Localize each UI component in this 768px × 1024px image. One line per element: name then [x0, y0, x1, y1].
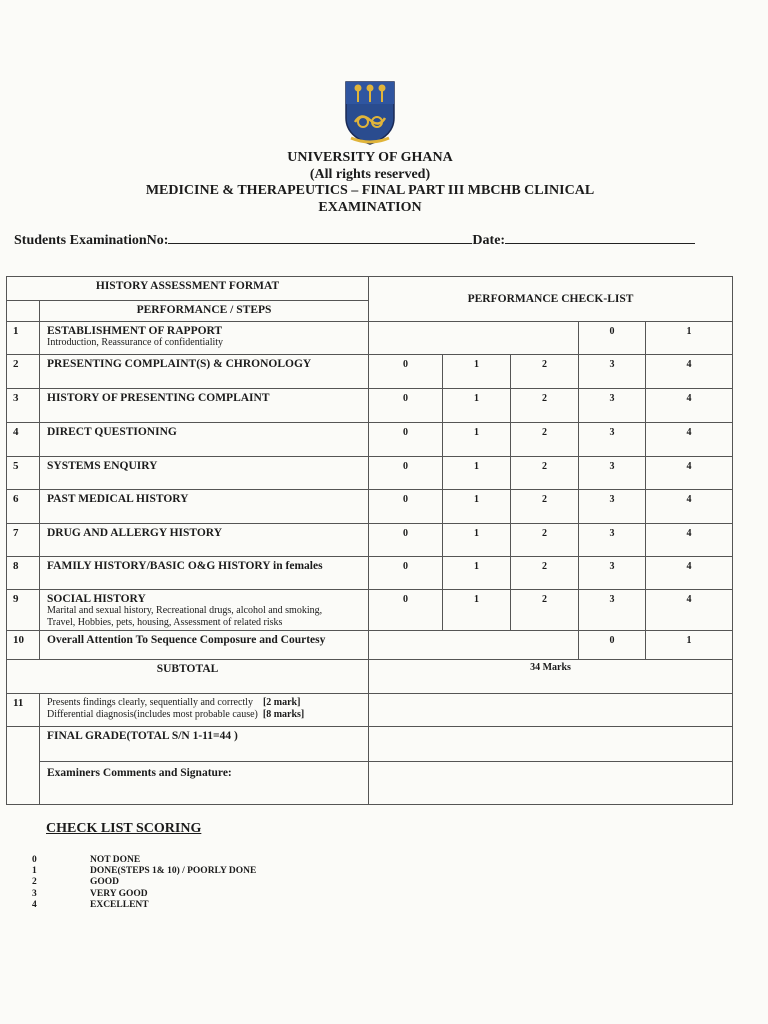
student-info-line — [14, 231, 695, 249]
subtotal-marks: 34 Marks — [369, 660, 733, 694]
format-title: HISTORY ASSESSMENT FORMAT — [7, 277, 369, 301]
table-row — [7, 423, 733, 457]
findings-criterion: Presents findings clearly, sequentially and correctly — [47, 697, 253, 708]
score-cell[interactable]: 3 — [579, 490, 646, 524]
university-crest-logo — [343, 80, 397, 146]
score-cell[interactable]: 2 — [511, 590, 579, 631]
row-number: 4 — [7, 423, 40, 457]
score-cell[interactable]: 4 — [646, 457, 733, 490]
step-description: Introduction, Reassurance of confidentiality — [47, 337, 224, 348]
subtotal-label: SUBTOTAL — [7, 660, 369, 694]
list-item: 3 VERY GOOD — [32, 888, 148, 899]
university-name: UNIVERSITY OF GHANA — [287, 150, 453, 165]
table-row — [7, 631, 733, 660]
row11-score-area[interactable] — [369, 694, 733, 727]
step-title: SOCIAL HISTORY — [47, 593, 146, 605]
step-description-continued: Travel, Hobbies, pets, housing, Assessment of related risks — [47, 617, 283, 628]
score-cell[interactable]: 0 — [369, 457, 443, 490]
score-cell[interactable]: 4 — [646, 490, 733, 524]
score-cell[interactable]: 4 — [646, 557, 733, 590]
score-cell[interactable]: 0 — [579, 322, 646, 355]
row-number: 2 — [7, 355, 40, 389]
score-cell[interactable]: 0 — [369, 423, 443, 457]
score-cell[interactable]: 0 — [369, 557, 443, 590]
score-cell[interactable]: 3 — [579, 355, 646, 389]
row-number: 1 — [7, 322, 40, 355]
score-cell[interactable]: 1 — [443, 457, 511, 490]
comments-label: Examiners Comments and Signature: — [40, 762, 369, 805]
step-title: FAMILY HISTORY/BASIC O&G HISTORY in females — [40, 557, 369, 590]
score-cell[interactable]: 4 — [646, 423, 733, 457]
score-cell[interactable]: 2 — [511, 524, 579, 557]
score-cell[interactable]: 4 — [646, 590, 733, 631]
findings-marks: [2 mark] — [262, 697, 301, 708]
table-row — [7, 389, 733, 423]
table-row — [7, 524, 733, 557]
row-number: 6 — [7, 490, 40, 524]
row-number: 3 — [7, 389, 40, 423]
score-cell[interactable]: 3 — [579, 524, 646, 557]
score-cell[interactable]: 0 — [579, 631, 646, 660]
score-cell[interactable]: 1 — [646, 631, 733, 660]
score-cell[interactable]: 0 — [369, 355, 443, 389]
diagnosis-criterion: Differential diagnosis(includes most probable cause) — [47, 709, 258, 720]
list-item: 2 GOOD — [32, 877, 120, 888]
date-label: Date: — [472, 233, 506, 248]
subtotal-row — [7, 660, 733, 694]
final-grade-row — [7, 727, 733, 762]
checklist-scoring-legend — [32, 855, 256, 911]
step-title: DIRECT QUESTIONING — [40, 423, 369, 457]
score-cell[interactable]: 0 — [369, 590, 443, 631]
score-cell[interactable]: 4 — [646, 524, 733, 557]
step-title: HISTORY OF PRESENTING COMPLAINT — [40, 389, 369, 423]
score-cell[interactable]: 2 — [511, 557, 579, 590]
final-grade-field[interactable] — [369, 727, 733, 762]
score-cell[interactable]: 0 — [369, 490, 443, 524]
checklist-header: PERFORMANCE CHECK-LIST — [369, 277, 733, 322]
score-cell[interactable]: 1 — [646, 322, 733, 355]
date-field[interactable] — [505, 231, 695, 244]
final-grade-label: FINAL GRADE(TOTAL S/N 1-11=44 ) — [40, 727, 369, 762]
table-row — [7, 557, 733, 590]
score-cell[interactable]: 1 — [443, 524, 511, 557]
step-title: ESTABLISHMENT OF RAPPORT — [47, 325, 223, 337]
exam-title-continued: EXAMINATION — [318, 199, 422, 215]
table-row — [7, 694, 733, 727]
score-cell[interactable]: 1 — [443, 355, 511, 389]
score-cell[interactable]: 3 — [579, 590, 646, 631]
row-number: 9 — [7, 590, 40, 631]
score-cell[interactable]: 2 — [511, 457, 579, 490]
score-cell[interactable]: 3 — [579, 389, 646, 423]
table-row — [7, 590, 733, 631]
rights-notice: (All rights reserved) — [309, 166, 431, 182]
score-cell[interactable]: 0 — [369, 389, 443, 423]
score-cell[interactable]: 1 — [443, 590, 511, 631]
table-row — [7, 490, 733, 524]
row-number: 7 — [7, 524, 40, 557]
step-title: PAST MEDICAL HISTORY — [40, 490, 369, 524]
steps-header: PERFORMANCE / STEPS — [40, 301, 369, 322]
row-number: 11 — [7, 694, 40, 727]
list-item: 0 NOT DONE — [32, 855, 141, 865]
step-title: Overall Attention To Sequence Composure and Courtesy — [40, 631, 369, 660]
history-assessment-table — [6, 276, 733, 805]
score-cell[interactable]: 1 — [443, 490, 511, 524]
score-cell[interactable]: 2 — [511, 490, 579, 524]
score-cell[interactable]: 2 — [511, 423, 579, 457]
step-title: DRUG AND ALLERGY HISTORY — [40, 524, 369, 557]
step-title: PRESENTING COMPLAINT(S) & CHRONOLOGY — [40, 355, 369, 389]
table-row — [7, 457, 733, 490]
exam-title: MEDICINE & THERAPEUTICS – FINAL PART III MBCHB CLINICAL — [145, 183, 595, 198]
comments-row — [7, 762, 733, 805]
score-cell[interactable]: 3 — [579, 457, 646, 490]
score-cell[interactable]: 1 — [443, 389, 511, 423]
document-header — [0, 150, 740, 216]
student-number-label: Students ExaminationNo: — [14, 233, 169, 248]
score-cell[interactable]: 2 — [511, 355, 579, 389]
list-item: 1 DONE(STEPS 1& 10) / POORLY DONE — [32, 866, 257, 877]
score-cell[interactable]: 4 — [646, 389, 733, 423]
student-number-field[interactable] — [168, 231, 472, 244]
score-cell[interactable]: 0 — [369, 524, 443, 557]
row-number: 8 — [7, 557, 40, 590]
list-item: 4 EXCELLENT — [32, 899, 149, 910]
score-cell[interactable]: 4 — [646, 355, 733, 389]
step-title: SYSTEMS ENQUIRY — [40, 457, 369, 490]
score-cell[interactable]: 3 — [579, 423, 646, 457]
step-description: Marital and sexual history, Recreational drugs, alcohol and smoking, — [47, 605, 323, 616]
diagnosis-marks: [8 marks] — [262, 709, 305, 720]
row-number: 10 — [7, 631, 40, 660]
score-cell[interactable]: 1 — [443, 423, 511, 457]
table-row — [7, 322, 733, 355]
row-number: 5 — [7, 457, 40, 490]
comments-field[interactable] — [369, 762, 733, 805]
checklist-scoring-title: CHECK LIST SCORING — [46, 821, 202, 836]
table-row — [7, 355, 733, 389]
score-cell[interactable]: 1 — [443, 557, 511, 590]
score-cell[interactable]: 2 — [511, 389, 579, 423]
score-cell[interactable]: 3 — [579, 557, 646, 590]
